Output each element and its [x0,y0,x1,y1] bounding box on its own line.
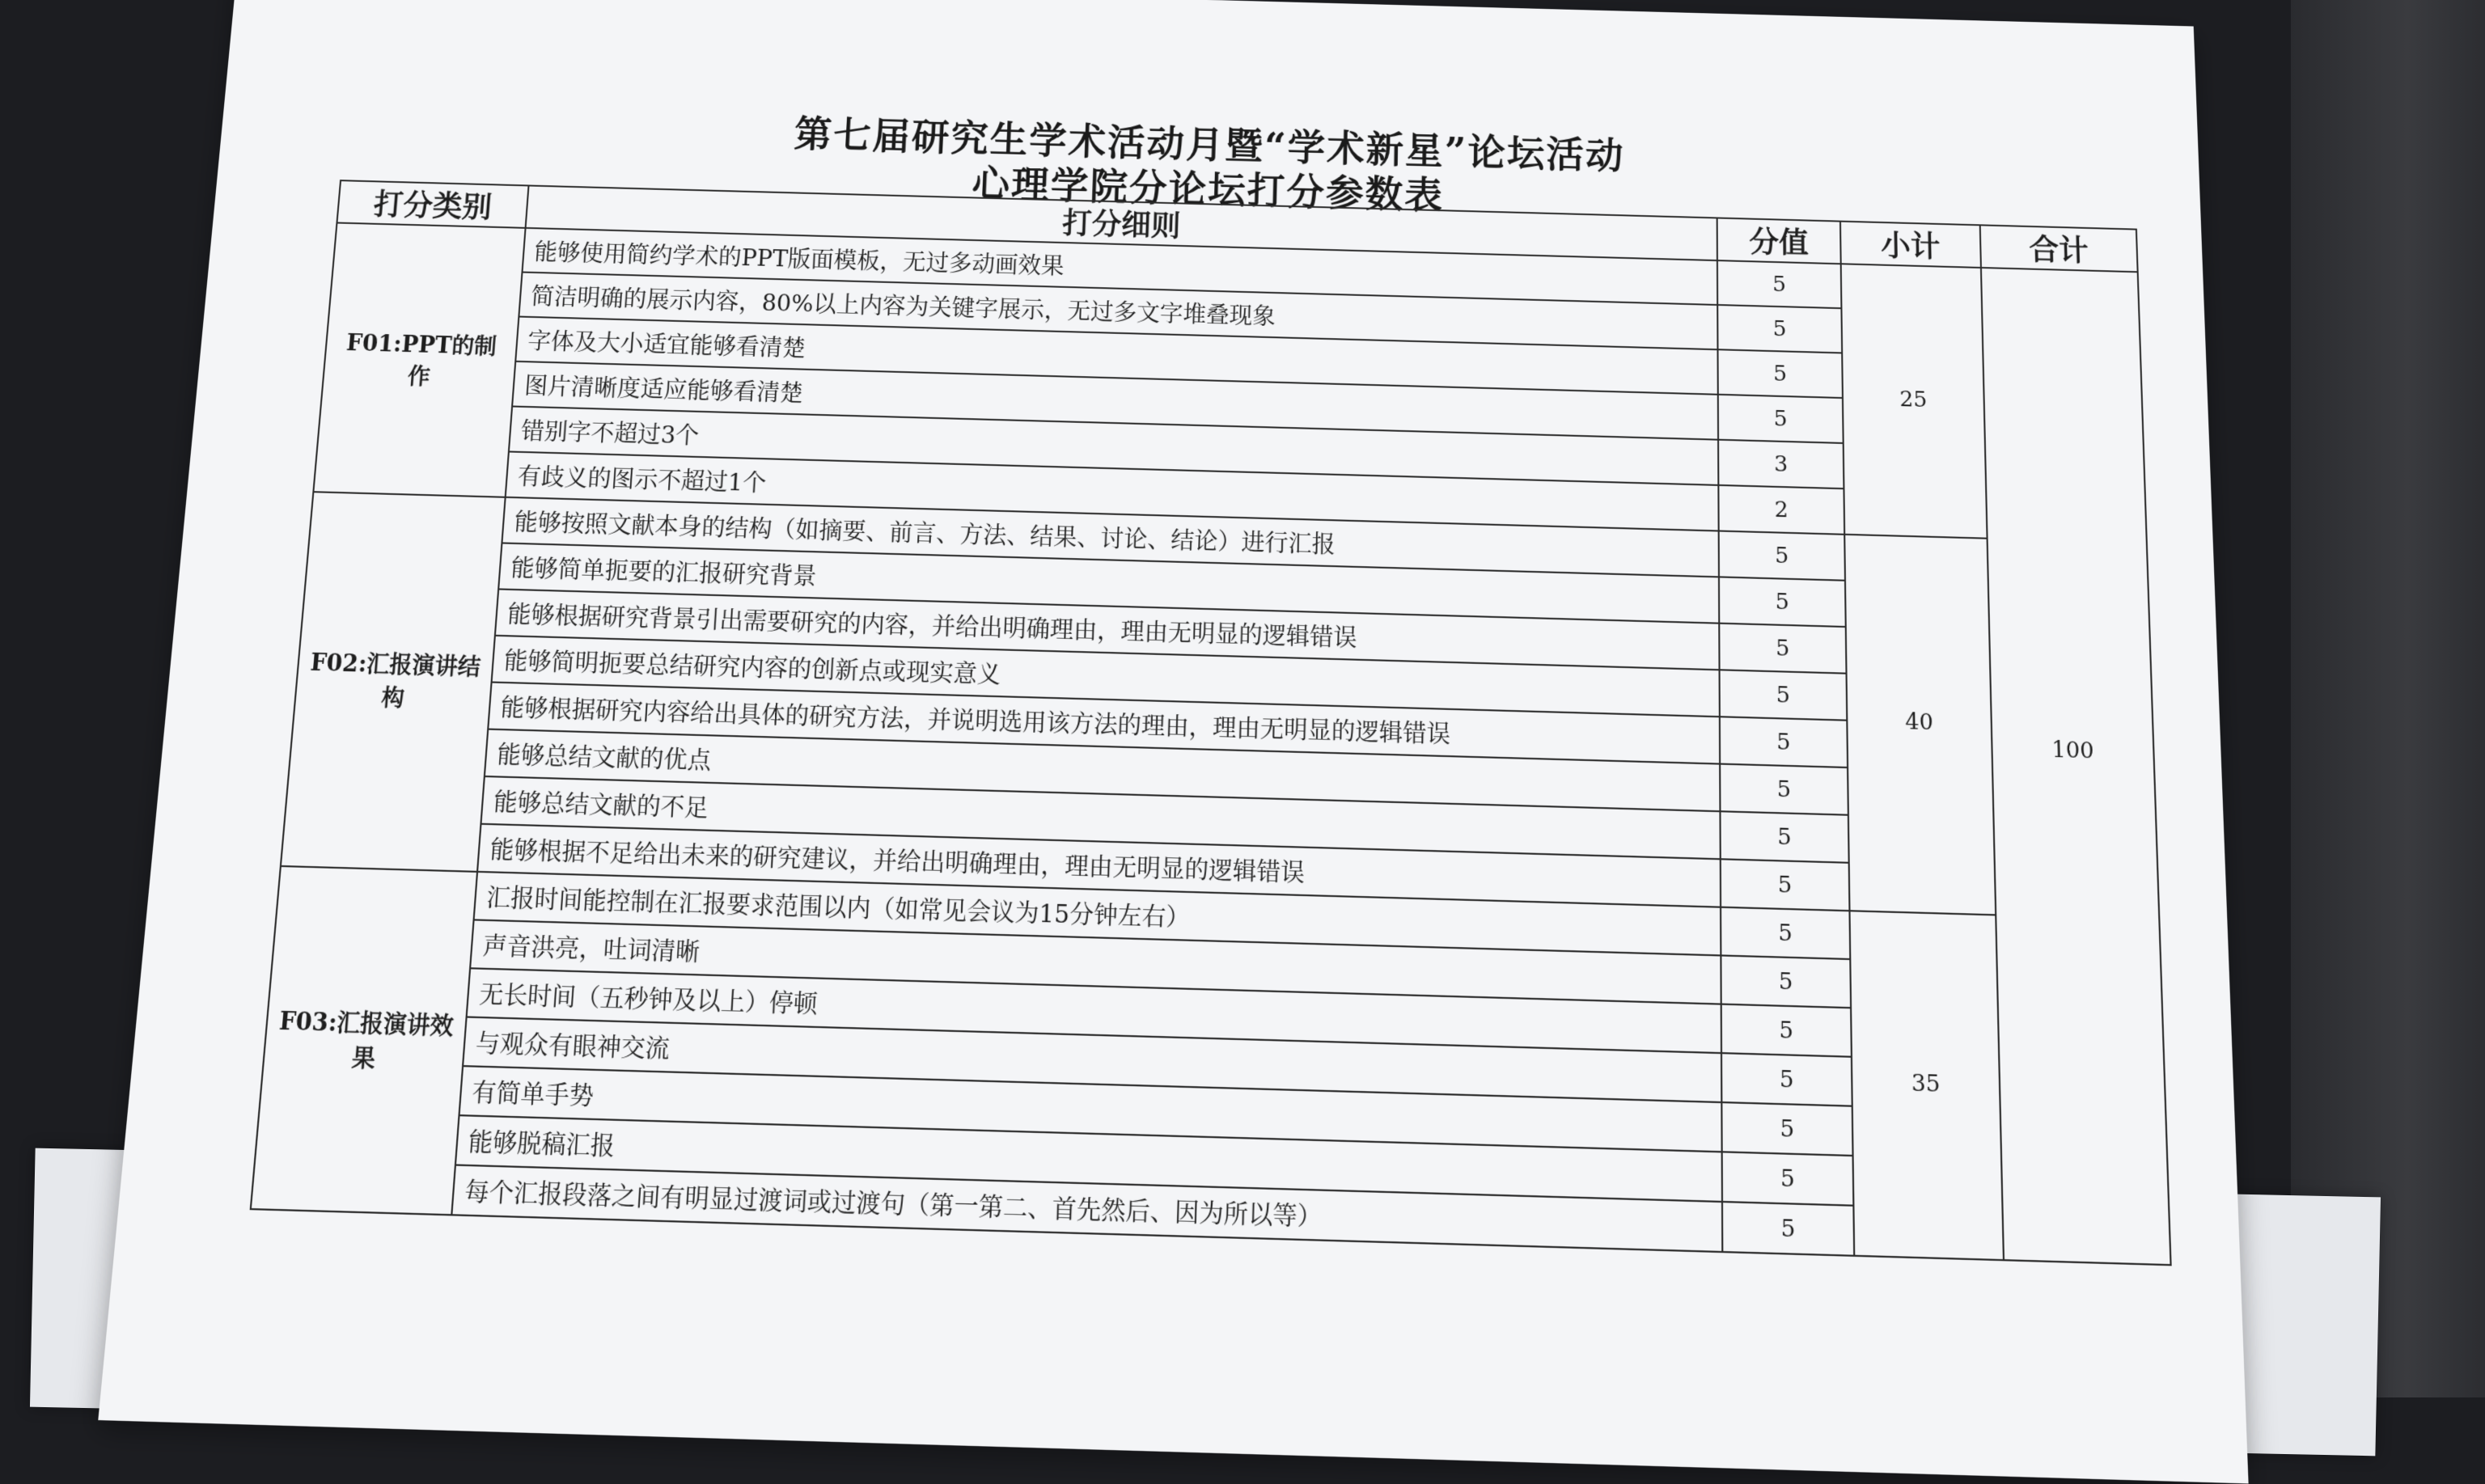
grand-total: 100 [1981,268,2171,1265]
rule-cell: 无长时间（五秒钟及以上）停顿 [467,968,1721,1053]
rule-cell: 能够总结文献的优点 [485,729,1721,812]
value-cell: 5 [1717,349,1842,398]
subtotal-f03: 35 [1849,911,2003,1260]
rule-cell: 能够总结文献的不足 [480,776,1720,859]
rule-cell: 有简单手势 [459,1066,1722,1152]
header-total: 合计 [1980,225,2138,272]
rule-cell: 简洁明确的展示内容，80%以上内容为关键字展示，无过多文字堆叠现象 [519,273,1717,350]
rule-cell: 每个汇报段落之间有明显过渡词或过渡句（第一第二、首先然后、因为所以等） [451,1165,1722,1253]
header-category: 打分类别 [337,180,528,228]
subtotal-f01: 25 [1841,264,1988,538]
value-cell: 5 [1722,1152,1854,1205]
value-cell: 5 [1718,395,1844,443]
rule-cell: 图片清晰度适应能够看清楚 [512,361,1718,440]
rule-cell: 字体及大小适宜能够看清楚 [515,317,1718,395]
value-cell: 5 [1722,1202,1854,1256]
value-cell: 5 [1719,577,1846,627]
value-cell: 5 [1721,1004,1852,1057]
value-cell: 5 [1721,1053,1852,1106]
rule-cell: 能够根据研究背景引出需要研究的内容，并给出明确理由，理由无明显的逻辑错误 [495,589,1720,670]
rule-cell: 能够根据研究内容给出具体的研究方法，并说明选用该方法的理由，理由无明显的逻辑错误 [488,683,1720,764]
value-cell: 5 [1717,305,1842,353]
value-cell: 5 [1721,1102,1852,1156]
value-cell: 2 [1718,485,1844,535]
value-cell: 5 [1719,624,1846,674]
scoring-table [250,180,2172,1266]
subtotal-f02: 40 [1844,535,1996,915]
value-cell: 5 [1720,764,1848,815]
value-cell: 5 [1719,531,1845,580]
rule-cell: 能够使用简约学术的PPT版面模板，无过多动画效果 [523,228,1718,305]
rule-cell: 能够根据不足给出未来的研究建议，并给出明确理由，理由无明显的逻辑错误 [477,824,1721,907]
rule-cell: 声音洪亮，吐词清晰 [470,920,1721,1004]
header-subtotal: 小计 [1840,222,1981,268]
value-cell: 5 [1720,717,1848,767]
rule-cell: 能够简单扼要的汇报研究背景 [498,543,1719,623]
value-cell: 5 [1720,670,1848,720]
category-f02: F02:汇报演讲结构 [281,492,506,872]
value-cell: 5 [1721,907,1850,959]
rule-cell: 错别字不超过3个 [509,406,1718,484]
rule-cell: 能够简明扼要总结研究内容的创新点或现实意义 [492,636,1720,717]
category-f03: F03:汇报演讲效果 [251,866,477,1215]
desk-background [2291,0,2485,1397]
document-subtitle: 心理学院分论坛打分参数表 [971,161,1445,218]
rule-cell: 有歧义的图示不超过1个 [506,451,1719,531]
score-sheet-paper [98,0,2248,1484]
document-title: 第七届研究生学术活动月暨“学术新星”论坛活动 [793,112,1625,178]
value-cell: 5 [1721,859,1850,911]
rule-cell: 汇报时间能控制在汇报要求范围以内（如常见会议为15分钟左右） [474,872,1721,956]
header-value: 分值 [1717,218,1841,264]
category-f01: F01:PPT的制作 [313,222,525,497]
value-cell: 5 [1720,811,1848,863]
header-rule: 打分细则 [526,185,1717,260]
value-cell: 3 [1718,440,1844,489]
rule-cell: 能够按照文献本身的结构（如摘要、前言、方法、结果、讨论、结论）进行汇报 [502,497,1718,577]
value-cell: 5 [1721,955,1851,1008]
rule-cell: 能够脱稿汇报 [455,1115,1722,1202]
rule-cell: 与观众有眼神交流 [463,1017,1721,1103]
value-cell: 5 [1717,260,1842,308]
